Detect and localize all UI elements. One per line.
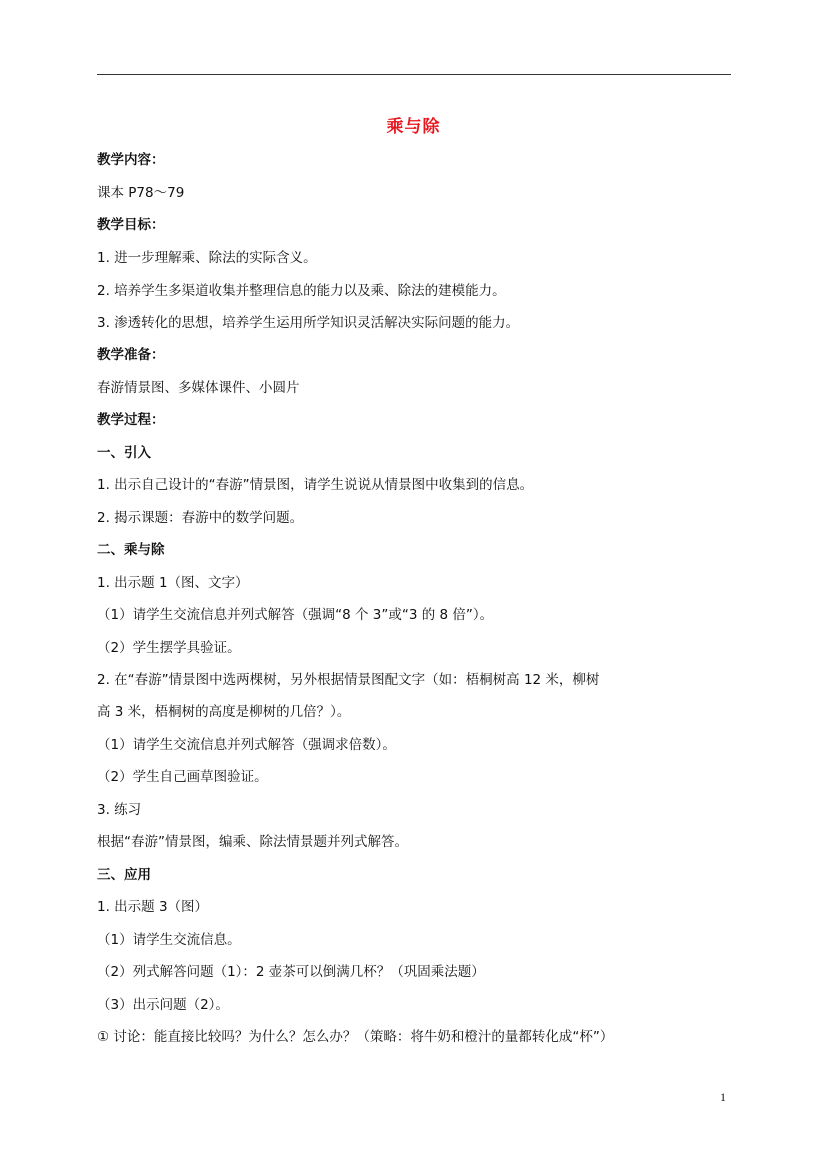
paragraph-line: 1. 出示自己设计的“春游”情景图，请学生说说从情景图中收集到的信息。 [97, 477, 534, 493]
goal-item-3: 3. 渗透转化的思想，培养学生运用所学知识灵活解决实际问题的能力。 [97, 315, 520, 331]
paragraph-line: 高 3 米，梧桐树的高度是柳树的几倍？）。 [97, 704, 351, 720]
document-title: 乘与除 [386, 117, 441, 137]
paragraph-line: ① 讨论：能直接比较吗？为什么？怎么办？（策略：将牛奶和橙汁的量都转化成“杯”） [97, 1029, 614, 1045]
paragraph-line: （2）学生自己画草图验证。 [97, 769, 268, 785]
paragraph-line: 2. 揭示课题：春游中的数学问题。 [97, 510, 304, 526]
section-heading-application: 三、应用 [97, 867, 151, 883]
section-heading-multiply-divide: 二、乘与除 [97, 542, 165, 558]
paragraph-line: 2. 在“春游”情景图中选两棵树，另外根据情景图配文字（如：梧桐树高 12 米，柳树 [97, 672, 600, 688]
paragraph-line: 1. 出示题 1（图、文字） [97, 575, 249, 591]
heading-teaching-content: 教学内容： [97, 152, 165, 168]
paragraph-materials: 春游情景图、多媒体课件、小圆片 [97, 380, 300, 396]
paragraph-line: （1）请学生交流信息并列式解答（强调求倍数）。 [97, 737, 396, 753]
paragraph-line: 1. 出示题 3（图） [97, 899, 209, 915]
paragraph-line: （2）列式解答问题（1）：2 壶茶可以倒满几杯？（巩固乘法题） [97, 964, 485, 980]
goal-item-2: 2. 培养学生多渠道收集并整理信息的能力以及乘、除法的建模能力。 [97, 283, 506, 299]
paragraph-line: （1）请学生交流信息并列式解答（强调“8 个 3”或“3 的 8 倍”）。 [97, 607, 494, 623]
page-number: 1 [720, 1090, 726, 1104]
paragraph-line: （2）学生摆学具验证。 [97, 640, 241, 656]
paragraph-line: 3. 练习 [97, 802, 142, 818]
goal-item-1: 1. 进一步理解乘、除法的实际含义。 [97, 250, 317, 266]
heading-teaching-preparation: 教学准备： [97, 347, 165, 363]
header-rule [97, 74, 731, 75]
paragraph-line: 根据“春游”情景图，编乘、除法情景题并列式解答。 [97, 834, 408, 850]
paragraph-textbook-pages: 课本 P78～79 [97, 185, 185, 201]
section-heading-introduction: 一、引入 [97, 445, 151, 461]
heading-teaching-process: 教学过程： [97, 412, 165, 428]
heading-teaching-goals: 教学目标： [97, 217, 165, 233]
paragraph-line: （3）出示问题（2）。 [97, 997, 229, 1013]
paragraph-line: （1）请学生交流信息。 [97, 932, 241, 948]
